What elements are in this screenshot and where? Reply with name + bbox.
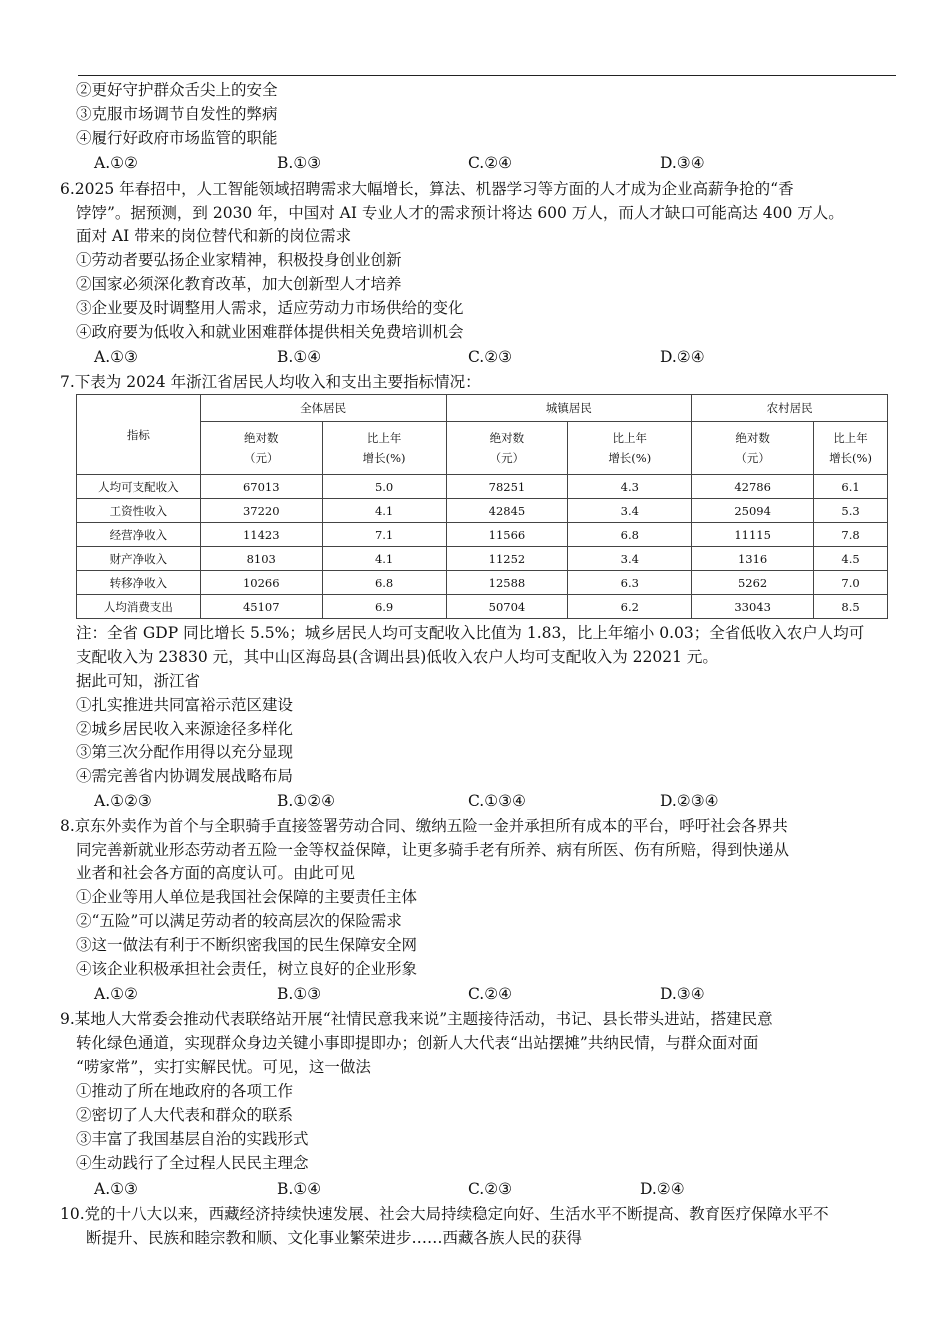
q7-note-line-1: 注：全省 GDP 同比增长 5.5%；城乡居民人均可支配收入比值为 1.83，比上年缩小 0.03；全省低收入农户人均可 <box>76 624 865 642</box>
q7-note-line-2: 支配收入为 23830 元，其中山区海岛县(含调出县)低收入农户人均可支配收入为 22021 元。 <box>76 648 718 666</box>
q10-stem-line-1: 10.党的十八大以来，西藏经济持续快速发展、社会大局持续稳定向好、生活水平不断提高、教育医疗保障水平不 <box>60 1205 829 1223</box>
q8-stem-line-1: 8.京东外卖作为首个与全职骑手直接签署劳动合同、缴纳五险一金并承担所有成本的平台，呼吁社会各界共 <box>60 817 788 835</box>
table-subheader-growth: 比上年 增长(%) <box>814 422 888 475</box>
q6-stem-line-2: 饽饽”。据预测，到 2030 年，中国对 AI 专业人才的需求预计将达 600 万人，而人才缺口可能高达 400 万人。 <box>76 204 844 222</box>
income-table <box>76 394 888 619</box>
table-subheader-growth: 比上年 增长(%) <box>322 422 446 475</box>
table-header-indicator: 指标 <box>77 395 201 475</box>
q9-option-a: A.①③ <box>94 1180 138 1198</box>
table-row: 财产净收入 8103 4.1 11252 3.4 1316 4.5 <box>77 547 888 571</box>
q5-option-d: D.③④ <box>660 154 705 172</box>
q6-item-4: ④政府要为低收入和就业困难群体提供相关免费培训机会 <box>76 323 464 341</box>
q5-item-4: ④履行好政府市场监管的职能 <box>76 129 278 147</box>
q6-option-a: A.①③ <box>94 348 138 366</box>
q8-option-d: D.③④ <box>660 985 705 1003</box>
q7-lead: 据此可知，浙江省 <box>76 672 201 690</box>
table-row: 人均消费支出 45107 6.9 50704 6.2 33043 8.5 <box>77 595 888 619</box>
q5-option-a: A.①② <box>94 154 138 172</box>
q8-option-b: B.①③ <box>277 985 322 1003</box>
q10-stem-line-2: 断提升、民族和睦宗教和顺、文化事业繁荣进步……西藏各族人民的获得 <box>86 1229 583 1247</box>
q9-stem-line-3: “唠家常”，实打实解民忧。可见，这一做法 <box>76 1058 371 1076</box>
q9-option-c: C.②③ <box>468 1180 513 1198</box>
table-subheader-abs: 绝对数 （元） <box>200 422 322 475</box>
q7-item-2: ②城乡居民收入来源途径多样化 <box>76 720 294 738</box>
q8-option-a: A.①② <box>94 985 138 1003</box>
q5-item-3: ③克服市场调节自发性的弊病 <box>76 105 278 123</box>
q9-option-b: B.①④ <box>277 1180 322 1198</box>
header-rule <box>78 75 896 76</box>
q8-stem-line-3: 业者和社会各方面的高度认可。由此可见 <box>76 864 356 882</box>
q8-option-c: C.②④ <box>468 985 513 1003</box>
q6-item-2: ②国家必须深化教育改革，加大创新型人才培养 <box>76 275 402 293</box>
q8-item-2: ②“五险”可以满足劳动者的较高层次的保险需求 <box>76 912 402 930</box>
table-subheader-abs: 绝对数 （元） <box>446 422 568 475</box>
q8-item-4: ④该企业积极承担社会责任，树立良好的企业形象 <box>76 960 418 978</box>
q9-option-d: D.②④ <box>640 1180 685 1198</box>
q6-option-c: C.②③ <box>468 348 513 366</box>
q5-item-2: ②更好守护群众舌尖上的安全 <box>76 81 278 99</box>
table-group-urban: 城镇居民 <box>446 395 692 422</box>
q8-item-1: ①企业等用人单位是我国社会保障的主要责任主体 <box>76 888 418 906</box>
q6-item-1: ①劳动者要弘扬企业家精神，积极投身创业创新 <box>76 251 402 269</box>
table-row: 工资性收入 37220 4.1 42845 3.4 25094 5.3 <box>77 499 888 523</box>
table-group-rural: 农村居民 <box>692 395 888 422</box>
q7-item-1: ①扎实推进共同富裕示范区建设 <box>76 696 294 714</box>
q6-item-3: ③企业要及时调整用人需求，适应劳动力市场供给的变化 <box>76 299 464 317</box>
q8-item-3: ③这一做法有利于不断织密我国的民生保障安全网 <box>76 936 418 954</box>
q7-option-c: C.①③④ <box>468 792 526 810</box>
q7-option-b: B.①②④ <box>277 792 336 810</box>
q6-option-b: B.①④ <box>277 348 322 366</box>
q9-item-3: ③丰富了我国基层自治的实践形式 <box>76 1130 309 1148</box>
q9-item-2: ②密切了人大代表和群众的联系 <box>76 1106 294 1124</box>
table-row: 人均可支配收入 67013 5.0 78251 4.3 42786 6.1 <box>77 475 888 499</box>
q6-stem-line-3: 面对 AI 带来的岗位替代和新的岗位需求 <box>76 227 352 245</box>
table-group-all: 全体居民 <box>200 395 446 422</box>
q5-option-c: C.②④ <box>468 154 513 172</box>
q9-item-1: ①推动了所在地政府的各项工作 <box>76 1082 294 1100</box>
q6-option-d: D.②④ <box>660 348 705 366</box>
table-row: 转移净收入 10266 6.8 12588 6.3 5262 7.0 <box>77 571 888 595</box>
q7-item-4: ④需完善省内协调发展战略布局 <box>76 767 294 785</box>
table-subheader-abs: 绝对数 （元） <box>692 422 814 475</box>
q7-stem: 7.下表为 2024 年浙江省居民人均收入和支出主要指标情况： <box>60 373 481 391</box>
table-row: 经营净收入 11423 7.1 11566 6.8 11115 7.8 <box>77 523 888 547</box>
q9-stem-line-2: 转化绿色通道，实现群众身边关键小事即提即办；创新人大代表“出站摆摊”共纳民情，与群众面对面 <box>76 1034 759 1052</box>
q8-stem-line-2: 同完善新就业形态劳动者五险一金等权益保障，让更多骑手老有所养、病有所医、伤有所赔，得到快递从 <box>76 841 790 859</box>
q6-stem-line-1: 6.2025 年春招中，人工智能领域招聘需求大幅增长，算法、机器学习等方面的人才成为企业高薪争抢的“香 <box>60 180 794 198</box>
q9-stem-line-1: 9.某地人大常委会推动代表联络站开展“社情民意我来说”主题接待活动，书记、县长带头进站，搭建民意 <box>60 1010 773 1028</box>
q7-item-3: ③第三次分配作用得以充分显现 <box>76 743 294 761</box>
q7-option-a: A.①②③ <box>94 792 152 810</box>
table-subheader-growth: 比上年 增长(%) <box>568 422 692 475</box>
q9-item-4: ④生动践行了全过程人民民主理念 <box>76 1154 309 1172</box>
q7-option-d: D.②③④ <box>660 792 719 810</box>
q5-option-b: B.①③ <box>277 154 322 172</box>
